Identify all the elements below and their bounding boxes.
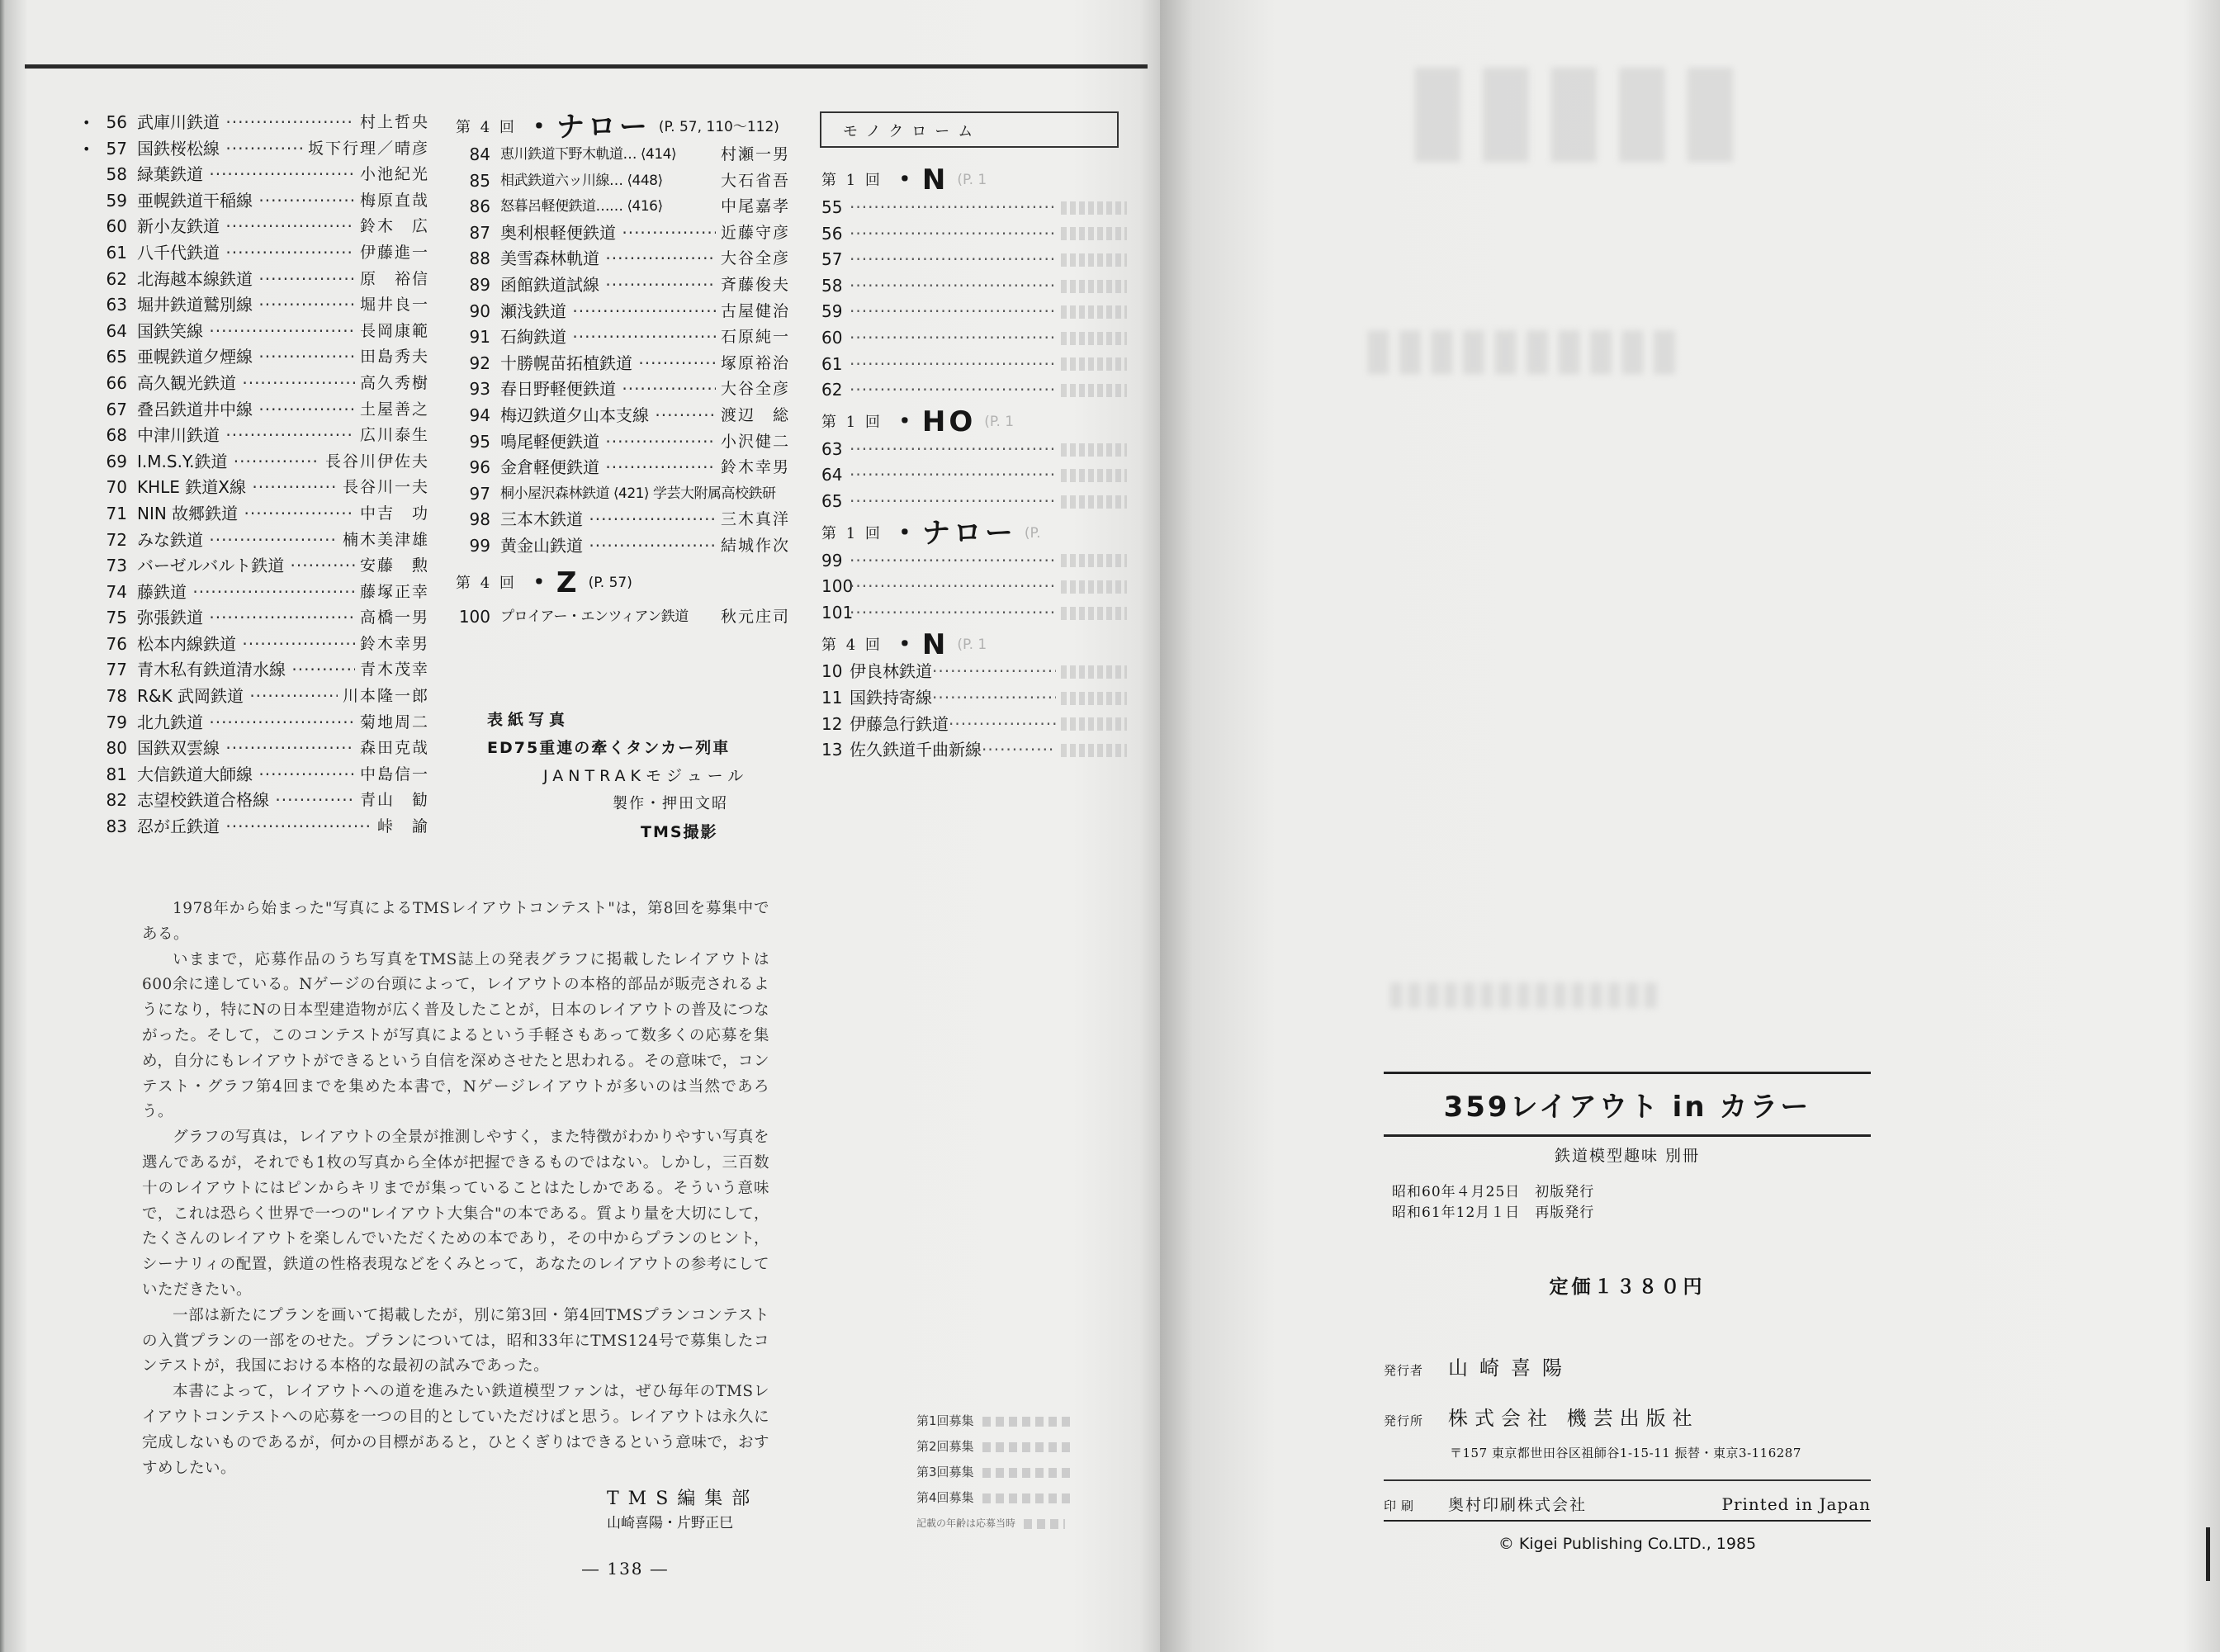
entry-title: 国鉄持寄線 [850,687,932,708]
entry-author: 田島秀夫 [359,348,429,367]
entry-title: 黄金山鉄道 ····· [500,533,716,560]
layout-entry [83,240,429,267]
show-through-text: ▮▮▮▮▮▮▮▮▮▮ [1362,314,1681,381]
entry-title: 伊良林鉄道 [850,661,932,682]
entry-author: 鈴木幸男 [359,634,429,653]
entry-marker: • [83,140,91,157]
entry-author: 鈴木 広 [359,217,429,236]
entry-author: 安藤 勲 [359,556,429,575]
entry-author: 長谷川伊佐夫 [324,452,429,471]
entry-number: 66 [106,372,127,393]
layout-entry [83,501,429,528]
mono-entry [821,299,1127,325]
entry-number: 73 [106,556,127,576]
entry-title: 武庫川鉄道 ····· [137,110,355,136]
entry-number: 62 [106,268,127,289]
entry-number: 60 [821,327,843,348]
entry-number: 79 [106,712,127,732]
layout-entry [456,324,790,351]
mono-entry [821,659,1127,685]
layout-entry [456,507,790,533]
contest-item: 第4回募集 [916,1485,1073,1511]
section-heading-ho1 [821,405,1127,438]
layout-entry [83,710,429,736]
layout-index-column-2 [456,111,790,630]
colophon-rule [1384,1479,1871,1481]
mono-entry [821,221,1127,248]
entry-number: 63 [821,438,843,459]
entry-number: 75 [106,608,127,628]
layout-entry [83,423,429,449]
entry-number: 56 [821,223,843,244]
entry-number: 63 [106,295,127,315]
layout-entry [83,188,429,215]
section-gauge: ・N [890,627,949,661]
entry-title: 中津川鉄道 ····· [137,423,355,449]
section-round: 第 1 回 [821,413,883,431]
entry-title: 大信鉄道大師線 ····· [137,762,355,788]
entry-number: 59 [106,190,127,211]
page-edge-mark [2206,1527,2210,1581]
introduction-text [142,897,769,1481]
section-gauge: ・ナロー [524,111,651,144]
entry-number: 72 [106,529,127,550]
section-round: 第 4 回 [456,574,517,592]
entry-marker: • [83,115,91,130]
mono-entry [821,600,1127,627]
entry-title: 十勝幌苗拓植鉄道 ····· [500,351,716,377]
entry-author: 広川泰生 [359,426,429,445]
section-gauge: ・ナロー [890,516,1016,550]
entry-title: 奥利根軽便鉄道 ····· [500,220,716,247]
publisher-address: 〒157 東京都世田谷区祖師谷1-15-11 振替・東京3-116287 [1450,1446,1801,1460]
mono-entry [821,377,1127,404]
edition-first: 昭和60年４月25日 初版発行 [1392,1184,1595,1200]
entry-number: 57 [821,249,843,270]
entry-number: 77 [106,660,127,680]
layout-entry [83,136,429,163]
layout-entry [83,632,429,658]
entry-title: KHLE 鉄道X線 ····· [137,475,338,501]
entry-number: 10 [821,661,843,682]
entry-author: 中島信一 [359,764,429,783]
layout-entry [83,528,429,554]
section-pages: (P. 1 [984,413,1015,430]
entry-author: 近藤守彦 [720,223,790,242]
entry-number: 96 [469,457,490,478]
entry-title: 佐久鉄道千曲新線 [850,740,982,760]
entry-author: 青木茂幸 [359,660,429,679]
entry-title: 弥張鉄道 ····· [137,605,355,632]
entry-title: 叠呂鉄道井中線 ····· [137,397,355,424]
entry-number: 60 [106,216,127,237]
mono-entry [821,247,1127,273]
entry-author: 菊地周二 [359,712,429,731]
entry-number: 12 [821,713,843,734]
layout-entry [83,788,429,814]
entry-title: 北海越本線鉄道 ····· [137,267,355,293]
contest-item: 第3回募集 [916,1460,1073,1485]
entry-title: 桐小屋沢森林鉄道 ⟨421⟩ 学芸大附属高校鉄研 [500,485,776,502]
layout-entry [456,376,790,403]
mono-entry [821,195,1127,221]
entry-author: 村瀬一男 [720,145,790,163]
layout-entry [83,605,429,632]
section-heading-narrow [456,111,790,144]
entry-number: 13 [821,740,843,760]
entry-author: 峠 諭 [376,817,429,836]
mono-entry [821,325,1127,352]
entry-author: 土屋善之 [359,400,429,419]
section-round: 第 1 回 [821,524,883,542]
entry-title: I.M.S.Y.鉄道 ····· [137,449,320,476]
entry-title: NIN 故郷鉄道 ····· [137,501,355,528]
mono-entry [821,737,1127,764]
entry-number: 99 [821,550,843,570]
book-title: 359レイアウト in カラー [1443,1091,1811,1124]
entry-author: 石原純一 [720,328,790,347]
entry-number: 81 [106,764,127,784]
section-round: 第 4 回 [821,636,883,654]
publishing-house-row [1384,1402,1871,1431]
entry-title: R&K 武岡鉄道 ····· [137,684,338,710]
layout-entry [456,168,790,195]
entry-number: 55 [821,197,843,217]
entry-number: 58 [821,275,843,296]
mono-entry [821,489,1127,515]
mono-entry [821,352,1127,378]
intro-paragraph: グラフの写真は，レイアウトの全景が推測しやすく，また特徴がわかりやすい写真を選んであるが，それでも1枚の写真から全体が把握できるものではない。しかし，三百数十のレイアウトにはピンからキリまでが集っていることはたしかである。そういう意味で，これは恐らく世界で一つの"レイアウト大集合"の本である。質より量を大切にして，たくさんのレイアウトを楽しんでいただくための本であり，その中からプランのヒント，シーナリィの配置，鉄道の性格表現などをくみとって，あなたのレイアウトの参考にしていただきたい。 [142,1129,769,1299]
layout-entry [83,449,429,476]
entry-number: 56 [106,112,127,132]
layout-entry [83,292,429,319]
contest-item: 第1回募集 [916,1408,1073,1434]
entry-author: 梅原直哉 [359,191,429,210]
entry-title: 金倉軽便鉄道 ····· [500,455,716,481]
cover-maker: 製作・押田文昭 [613,795,728,812]
entry-author: 森田克哉 [359,739,429,758]
entry-number: 69 [106,451,127,471]
mono-entry [821,574,1127,600]
entry-author: 中吉 功 [359,504,429,523]
entry-number: 61 [106,242,127,263]
colophon-rule [1384,1134,1871,1137]
entry-title: 三本木鉄道 ····· [500,507,716,533]
entry-author: 大石省吾 [720,171,790,190]
section-heading-n1 [821,163,1127,197]
printer-name: 奥村印刷株式会社 [1448,1496,1588,1514]
entry-number: 78 [106,686,127,707]
section-round: 第 1 回 [821,172,883,190]
entry-title: 国鉄双雲線 ····· [137,736,355,762]
entry-title: 石絢鉄道 ····· [500,324,716,351]
entry-title: 鳴尾軽便鉄道 ····· [500,429,716,456]
entry-title: 相武鉄道六ッ川線… ⟨448⟩ [500,172,663,189]
entry-number: 94 [469,405,490,425]
entry-author: 鈴木幸男 [720,458,790,477]
entry-title: 恵川鉄道下野木軌道… ⟨414⟩ [500,146,677,163]
entry-title: 国鉄桜松線 ····· [137,136,303,163]
monochrome-index-column [821,163,1127,764]
layout-entry [83,110,429,136]
layout-entry [83,814,429,840]
entry-number: 57 [106,138,127,159]
layout-entry [456,220,790,247]
entry-title: 北九鉄道 ····· [137,710,355,736]
entry-author: 青山 勧 [359,791,429,810]
entry-title: 緑葉鉄道 ····· [137,162,355,188]
entry-title: 国鉄笑線 ····· [137,319,355,345]
publisher-row [1384,1351,1871,1380]
mono-entry [821,712,1127,738]
entry-number: 71 [106,503,127,523]
layout-entry [456,481,790,508]
entry-title: 志望校鉄道合格線 ····· [137,788,355,814]
mono-entry [821,437,1127,463]
entry-number: 67 [106,399,127,419]
publisher-name: 山崎喜陽 [1448,1356,1574,1380]
layout-entry [456,455,790,481]
intro-paragraph: いままで，応募作品のうち写真をTMS誌上の発表グラフに掲載したレイアウトは600余に達している。Nゲージの台頭によって，レイアウトの本格的部品が販売されるようになり，特にNの日本型建造物が広く普及したことが，日本のレイアウトの普及につながった。そして，このコンテストが写真によるという手軽さもあって数多くの応募を集め，自分にもレイアウトができるという自信を深めさせたと思われる。その意味で，コンテスト・グラフ第4回までを集めた本書で，Nゲージレイアウトが多いのは当然であろう。 [142,950,769,1121]
entry-title: 青木私有鉄道清水線 ····· [137,657,355,684]
entry-number: 11 [821,687,843,708]
entry-number: 59 [821,301,843,322]
layout-entry [456,351,790,377]
layout-entry [83,684,429,710]
intro-paragraph: 一部は新たにプランを画いて掲載したが，別に第3回・第4回TMSプランコンテストの入賞プランの一部をのせた。プランについては，昭和33年にTMS124号で募集したコンテストが，我国における本格的な最初の試みであった。 [142,1306,769,1375]
layout-entry [83,319,429,345]
section-heading-z [456,566,790,599]
layout-entry [83,162,429,188]
colophon [1384,1072,1871,1553]
entry-number: 99 [469,535,490,556]
printed-in: Printed in Japan [1721,1494,1871,1514]
entry-title: 瀬浅鉄道 ····· [500,299,716,325]
entry-number: 65 [106,347,127,367]
layout-entry [83,397,429,424]
section-pages: (P. 1 [957,636,987,653]
entry-number: 85 [469,170,490,191]
section-pages: (P. [1024,524,1041,542]
entry-author: 堀井良一 [359,296,429,315]
entry-number: 84 [469,144,490,164]
entry-author: 秋元庄司 [720,607,790,626]
entry-number: 64 [821,465,843,485]
entry-author: 藤塚正幸 [359,582,429,601]
entry-title: 美雪森林軌道 ····· [500,246,716,272]
layout-entry [83,736,429,762]
entry-number: 86 [469,196,490,217]
show-through-text: ▮▮▮▮▮▮▮▮▮▮▮▮▮▮▮ [1387,974,1660,1012]
section-gauge: ・HO [890,405,977,438]
entry-title: みな鉄道 ····· [137,528,338,554]
printer-label: 印刷 [1384,1498,1419,1513]
copyright: © Kigei Publishing Co.LTD., 1985 [1498,1535,1757,1553]
entry-title: 堀井鉄道鷲別線 ····· [137,292,355,319]
entry-author: 古屋健治 [720,301,790,320]
cover-photo-credit [487,706,748,846]
mono-entry [821,462,1127,489]
entry-number: 82 [106,790,127,811]
entry-title: バーゼルバルト鉄道 ····· [137,553,355,580]
entry-number: 100 [821,576,854,597]
entry-author: 伊藤進一 [359,243,429,262]
layout-entry [456,299,790,325]
entry-number: 58 [106,164,127,185]
entry-number: 93 [469,379,490,400]
printer-row [1384,1493,1871,1515]
entry-author: 坂下行理／晴彦 [307,139,429,158]
entry-title: 怒暮呂軽便鉄道…… ⟨416⟩ [500,198,663,215]
layout-entry [456,142,790,168]
layout-entry [456,246,790,272]
entry-author: 楠木美津雄 [342,530,429,549]
layout-entry [456,533,790,560]
section-heading-narrow1 [821,516,1127,550]
layout-entry [83,762,429,788]
entry-number: 92 [469,353,490,373]
mono-entry [821,273,1127,300]
mono-entry [821,548,1127,575]
entry-title: 伊藤急行鉄道 [850,713,949,734]
layout-entry [83,580,429,606]
section-pages: (P. 57) [588,574,632,591]
entry-number: 70 [106,477,127,498]
layout-entry [83,657,429,684]
layout-entry [456,194,790,220]
entry-author: 塚原裕治 [720,353,790,372]
entry-number: 95 [469,431,490,452]
entry-number: 68 [106,425,127,446]
intro-paragraph: 1978年から始まった"写真によるTMSレイアウトコンテスト"は，第8回を募集中である。 [142,900,769,943]
entry-number: 76 [106,633,127,654]
entry-number: 91 [469,327,490,348]
contest-list [916,1408,1073,1536]
entry-title: 松本内線鉄道 ····· [137,632,355,658]
entry-number: 100 [458,606,490,627]
layout-entry [456,429,790,456]
section-heading-n4 [821,627,1127,661]
layout-entry [83,214,429,240]
publisher-label: 発行者 [1384,1363,1424,1378]
editorial-signature: TMS編集部 [607,1489,760,1509]
entry-author: 長岡康範 [359,321,429,340]
entry-author: 川本隆一郎 [342,687,429,706]
edition-block [1384,1182,1871,1224]
entry-title: プロイアー・エンツィアン鉄道 [500,608,689,625]
entry-author: 小池紀光 [359,165,429,184]
entry-author: 長谷川一夫 [342,478,429,497]
entry-title: 高久観光鉄道 ····· [137,371,355,397]
show-through-text: ▮▮▮▮▮ [1403,33,1744,177]
entry-number: 61 [821,353,843,374]
entry-author: 原 裕信 [359,269,429,288]
cover-module: JANTRAKモジュール [543,767,749,785]
cover-photographer: TMS撮影 [641,823,718,841]
cover-caption: ED75重連の牽くタンカー列車 [487,739,731,757]
section-pages: (P. 1 [957,172,987,189]
layout-entry [456,272,790,299]
contest-note: 記載の年齢は応募当時 [916,1511,1073,1536]
entry-author: 高久秀樹 [359,373,429,392]
edition-second: 昭和61年12月１日 再版発行 [1392,1205,1595,1221]
entry-title: 忍が丘鉄道 ····· [137,814,372,840]
colophon-rule [1384,1520,1871,1522]
entry-number: 80 [106,738,127,759]
entry-number: 87 [469,222,490,243]
entry-author: 三木真洋 [720,510,790,529]
cover-heading: 表紙写真 [487,711,570,729]
entry-title: 函館鉄道試線 ····· [500,272,716,299]
entry-title: 新小友鉄道 ····· [137,214,355,240]
section-gauge: ・N [890,163,949,197]
section-round: 第 4 回 [456,119,517,137]
entry-number: 98 [469,509,490,530]
layout-entry [83,344,429,371]
entry-author: 大谷全彦 [720,380,790,399]
entry-number: 74 [106,581,127,602]
editor-names: 山崎喜陽・片野正巳 [607,1515,733,1531]
layout-entry [83,553,429,580]
entry-title: 八千代鉄道 ····· [137,240,355,267]
entry-author: 結城作次 [720,536,790,555]
layout-index-column-1 [83,110,429,840]
layout-entry [83,267,429,293]
entry-number: 65 [821,490,843,511]
layout-entry [83,371,429,397]
publishing-house-name: 株式会社 機芸出版社 [1448,1407,1699,1430]
entry-number: 62 [821,380,843,400]
entry-number: 89 [469,274,490,295]
entry-number: 90 [469,301,490,321]
publishing-house-label: 発行所 [1384,1413,1424,1428]
layout-entry [83,475,429,501]
entry-author: 高橋一男 [359,608,429,627]
header-rule [25,64,1148,69]
book-subtitle: 鉄道模型趣味 別冊 [1554,1147,1701,1165]
monochrome-section-label: モノクローム [820,111,1119,148]
contest-item: 第2回募集 [916,1434,1073,1460]
entry-author: 中尾嘉孝 [720,197,790,216]
entry-author: 小沢健二 [720,432,790,451]
entry-number: 83 [106,817,127,837]
entry-number: 97 [469,483,490,504]
entry-title: 藤鉄道 ····· [137,580,355,606]
entry-title: 梅辺鉄道夕山本支線 ····· [500,403,716,429]
section-gauge: ・Z [524,566,580,599]
page-number: ― 138 ― [582,1559,669,1579]
entry-author: 村上哲央 [359,113,429,131]
entry-author: 渡辺 総 [720,405,790,424]
entry-title: 春日野軽便鉄道 ····· [500,376,716,403]
entry-author: 大谷全彦 [720,249,790,268]
mono-entry [821,685,1127,712]
entry-title: 亜幌鉄道干稲線 ····· [137,188,355,215]
layout-entry [456,403,790,429]
intro-paragraph: 本書によって，レイアウトへの道を進みたい鉄道模型ファンは，ぜひ毎年のTMSレイアウトコンテストへの応募を一つの目的としていただけばと思う。レイアウトは永久に完成しないものであるが，何かの目標があると，ひとくぎりはできるという意味で，おすすめしたい。 [142,1383,769,1477]
entry-author: 斉藤俊夫 [720,275,790,294]
price: 定価１３８０円 [1549,1276,1706,1298]
layout-entry [456,604,790,631]
entry-number: 64 [106,320,127,341]
entry-number: 88 [469,249,490,269]
entry-title: 亜幌鉄道夕煙線 ····· [137,344,355,371]
entry-number: 101 [821,602,854,622]
section-pages: (P. 57, 110〜112) [658,119,779,136]
